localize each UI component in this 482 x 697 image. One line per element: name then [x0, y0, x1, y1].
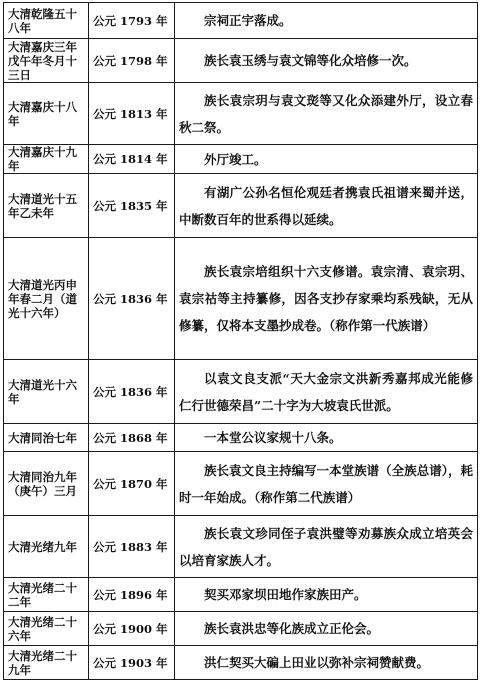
era-cell: 大清同治九年（庚午）三月 [4, 452, 89, 516]
year-cell: 公元 1900 年 [89, 612, 175, 646]
table-row [4, 360, 478, 424]
table-row [4, 578, 478, 612]
year-cell: 公元 1896 年 [89, 578, 175, 612]
era-cell: 大清同治七年 [4, 424, 89, 452]
era-cell: 大清光绪二十九年 [4, 646, 89, 680]
event-text: 族长袁玉绣与袁文锦等化众培修一次。 [204, 53, 417, 68]
event-cell [175, 83, 478, 145]
event-cell [175, 516, 478, 578]
event-text: 族长袁洪忠等化族成立正伦会。 [204, 621, 380, 636]
event-cell [175, 3, 478, 39]
event-text: 族长袁宗玥与袁文珳等又化众添建外厅，设立春秋二祭。 [179, 92, 473, 135]
era-cell: 大清道光十五年乙未年 [4, 174, 89, 238]
year-cell: 公元 1798 年 [89, 39, 175, 83]
table-row [4, 646, 478, 680]
era-cell: 大清光绪九年 [4, 516, 89, 578]
table-row [4, 424, 478, 452]
year-cell: 公元 1870 年 [89, 452, 175, 516]
event-cell [175, 578, 478, 612]
era-cell: 大清嘉庆十八年 [4, 83, 89, 145]
event-text: 族长袁文良主持编写一本堂族谱（全族总谱），耗时一年始成。（称作第二代族谱） [179, 462, 473, 505]
event-cell [175, 39, 478, 83]
event-cell [175, 646, 478, 680]
event-cell [175, 145, 478, 174]
era-cell: 大清光绪二十六年 [4, 612, 89, 646]
table-row [4, 612, 478, 646]
table-row [4, 83, 478, 145]
era-cell: 大清道光丙申年春二月（道光十六年） [4, 238, 89, 360]
era-cell: 大清道光十六年 [4, 360, 89, 424]
table-row [4, 516, 478, 578]
era-cell: 大清嘉庆三年戊午年冬月十三日 [4, 39, 89, 83]
event-text: 契买邓家坝田地作家族田产。 [204, 587, 367, 602]
table-row [4, 174, 478, 238]
event-cell [175, 612, 478, 646]
event-cell [175, 424, 478, 452]
event-text: 一本堂公议家规十八条。 [204, 430, 342, 445]
era-cell: 大清光绪二十二年 [4, 578, 89, 612]
table-row [4, 452, 478, 516]
event-text: 宗祠正宇落成。 [204, 13, 292, 28]
table-row [4, 145, 478, 174]
table-row [4, 39, 478, 83]
year-cell: 公元 1868 年 [89, 424, 175, 452]
table-row [4, 238, 478, 360]
year-cell: 公元 1813 年 [89, 83, 175, 145]
event-text: 族长袁宗培组织十六支修谱。袁宗清、袁宗玥、袁宗祜等主持纂修，因各支抄存家乘均系残缺，无从修纂，仅将本支墨抄成卷。（称作第一代族谱） [179, 264, 473, 333]
event-text: 以袁文良支派“天大金宗文洪新秀嘉邦成光能修仁行世德荣昌”二十字为大坡袁氏世派。 [179, 370, 473, 413]
year-cell: 公元 1836 年 [89, 360, 175, 424]
event-cell [175, 452, 478, 516]
event-cell [175, 360, 478, 424]
era-cell: 大清嘉庆十九年 [4, 145, 89, 174]
event-text: 族长袁文珍同侄子袁洪璧等劝募族众成立培英会以培育家族人才。 [179, 525, 473, 568]
event-cell [175, 174, 478, 238]
event-text: 有湖广公孙名恒伦观廷者携袁氏祖谱来蜀并送，中断数百年的世系得以延续。 [179, 184, 473, 227]
year-cell: 公元 1835 年 [89, 174, 175, 238]
year-cell: 公元 1883 年 [89, 516, 175, 578]
chronology-table [3, 2, 478, 680]
event-cell [175, 238, 478, 360]
era-cell: 大清乾隆五十八年 [4, 3, 89, 39]
event-text: 洪仁契买大碥上田业以弥补宗祠赞献费。 [204, 655, 430, 670]
event-text: 外厅竣工。 [204, 151, 267, 167]
year-cell: 公元 1814 年 [89, 145, 175, 174]
table-row [4, 3, 478, 39]
year-cell: 公元 1836 年 [89, 238, 175, 360]
year-cell: 公元 1903 年 [89, 646, 175, 680]
year-cell: 公元 1793 年 [89, 3, 175, 39]
